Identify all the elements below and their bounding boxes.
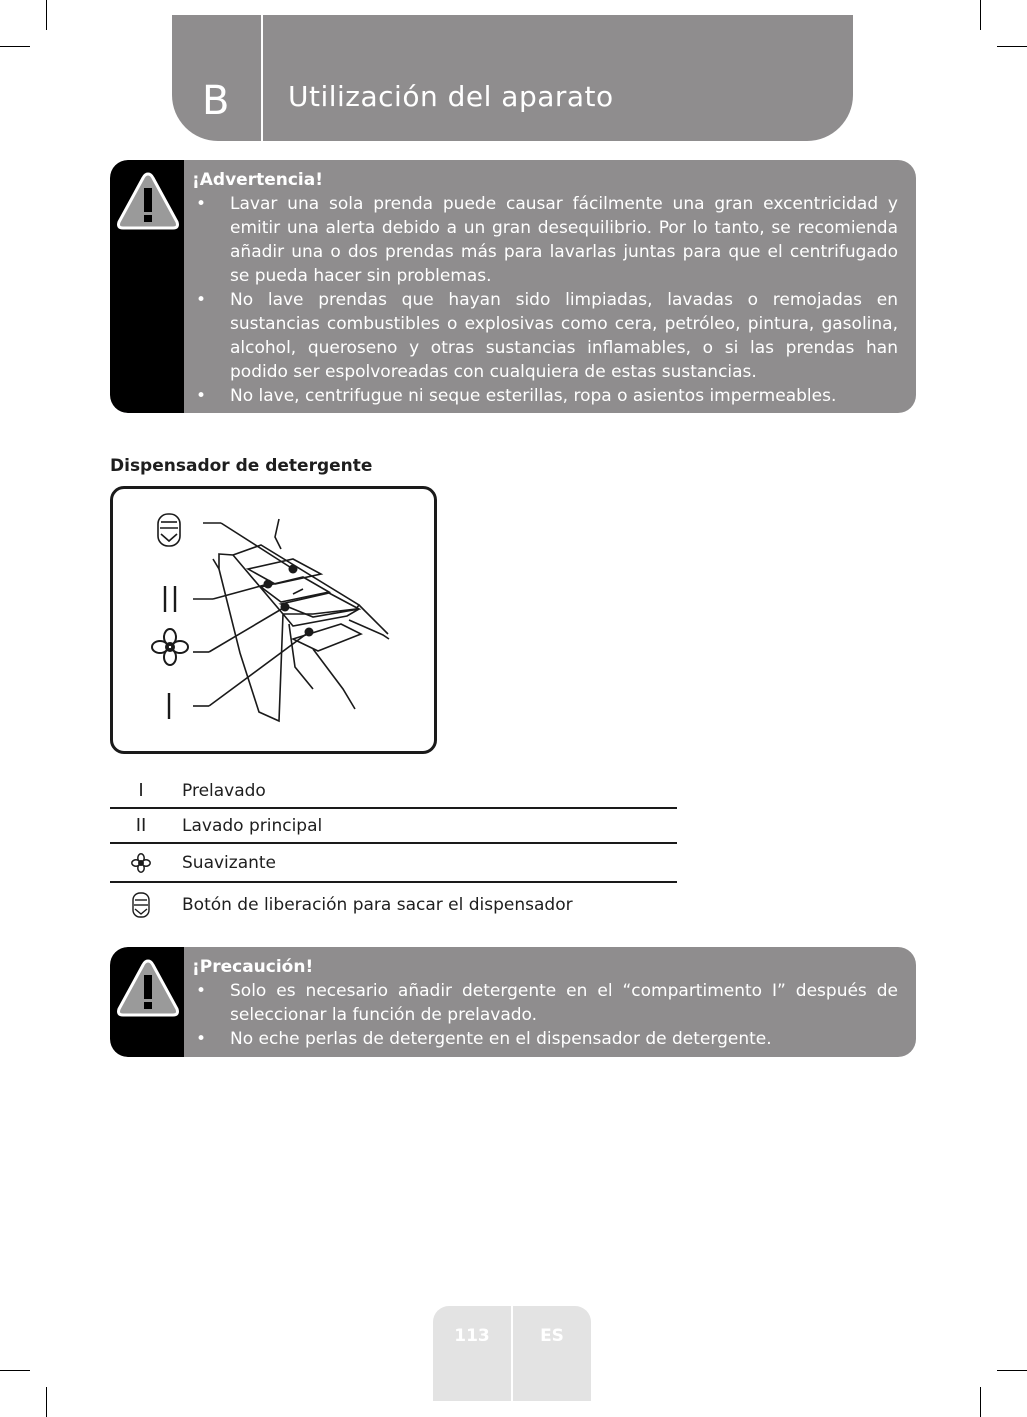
warning-bar <box>110 160 184 413</box>
dispenser-diagram <box>110 486 437 754</box>
legend-label: Lavado principal <box>182 815 323 836</box>
legend-label: Prelavado <box>182 780 266 801</box>
chapter-header <box>172 15 853 141</box>
legend-row <box>110 809 677 844</box>
crop-mark <box>0 1370 30 1371</box>
caution-box <box>110 947 916 1057</box>
legend-row <box>110 883 677 927</box>
warning-triangle-icon <box>114 170 182 232</box>
language-code: ES <box>513 1306 591 1401</box>
caution-item: • No eche perlas de detergente en el dispensador de detergente. <box>192 1027 898 1051</box>
dispenser-drawing <box>113 489 434 751</box>
caution-item: • Solo es necesario añadir detergente en el “compartimento I” después de seleccionar la función de prelavado. <box>192 979 898 1027</box>
warning-triangle-icon <box>114 957 182 1019</box>
section-title: Dispensador de detergente <box>110 456 373 476</box>
warning-item: • No lave prendas que hayan sido limpiadas, lavadas o remojadas en sustancias combustibles o explosivas como cera, petróleo, pintura, gasolina, alcohol, queroseno y otras sustancias inflamables, o si las prendas han podido ser espolvoreadas con cualquiera de estas sustancias. <box>192 288 898 384</box>
compartment-marker <box>264 580 273 589</box>
warning-item: • Lavar una sola prenda puede causar fácilmente una gran excentricidad y emitir una alerta debido a un gran desequilibrio. Por lo tanto, se recomienda añadir una o dos prendas más para lavarlas juntas para que el centrifugado se pueda hacer sin problemas. <box>192 192 898 288</box>
warning-list <box>192 192 898 408</box>
caution-heading: ¡Precaución! <box>192 957 314 977</box>
page-number: 113 <box>433 1306 511 1401</box>
legend-symbol: II <box>135 815 147 836</box>
legend-table <box>110 774 677 927</box>
crop-mark <box>46 0 47 30</box>
crop-mark <box>997 1370 1027 1371</box>
section-letter: B <box>202 78 230 124</box>
legend-row <box>110 844 677 883</box>
compartment-marker <box>305 628 314 637</box>
crop-mark <box>980 0 981 30</box>
warning-item: • No lave, centrifugue ni seque esterillas, ropa o asientos impermeables. <box>192 384 898 408</box>
flower-icon <box>131 853 151 873</box>
crop-mark <box>46 1387 47 1417</box>
caution-content <box>192 955 898 1051</box>
warning-box <box>110 160 916 413</box>
warning-heading: ¡Advertencia! <box>192 170 323 190</box>
crop-mark <box>0 46 30 47</box>
legend-symbol: I <box>138 780 144 801</box>
caution-bar <box>110 947 184 1057</box>
release-button-icon <box>131 891 151 919</box>
compartment-marker <box>281 603 290 612</box>
crop-mark <box>997 46 1027 47</box>
caution-list <box>192 979 898 1051</box>
warning-content <box>192 168 898 408</box>
chapter-title: Utilización del aparato <box>288 80 614 113</box>
release-button-icon <box>158 514 180 546</box>
legend-label: Suavizante <box>182 852 277 873</box>
legend-row <box>110 774 677 809</box>
flower-icon <box>152 629 188 665</box>
compartment-marker <box>289 565 298 574</box>
crop-mark <box>980 1387 981 1417</box>
legend-label: Botón de liberación para sacar el dispensador <box>182 895 573 915</box>
header-divider <box>261 15 263 141</box>
